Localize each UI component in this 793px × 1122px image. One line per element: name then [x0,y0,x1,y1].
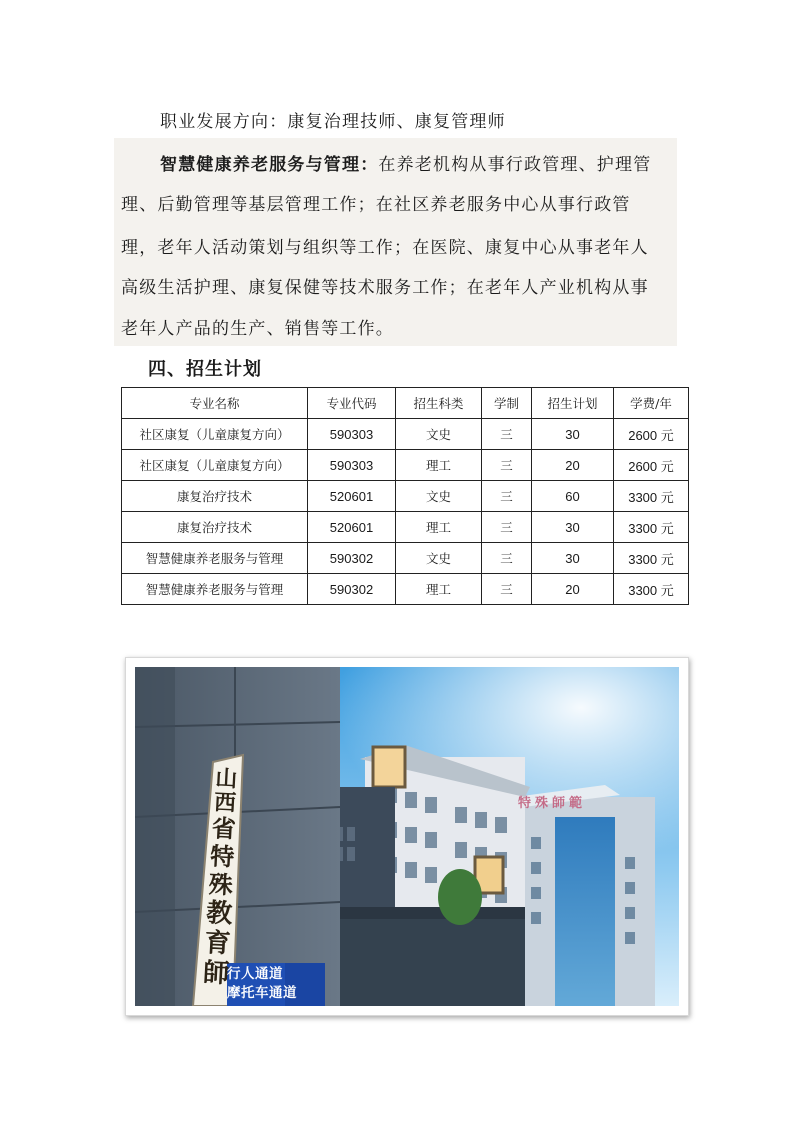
cell-quota: 20 [532,450,614,481]
header-subject-category: 招生科类 [396,388,482,419]
cell-subject-category: 文史 [396,419,482,450]
cell-duration: 三 [482,481,532,512]
vertical-sign-char: 山 [214,765,239,793]
cell-subject-category: 理工 [396,512,482,543]
table-row [122,481,689,512]
wisdom-paragraph-line-3: 理，老年人活动策划与组织等工作；在医院、康复中心从事老年人 [121,238,649,258]
header-duration: 学制 [482,388,532,419]
cell-duration: 三 [482,543,532,574]
cell-subject-category: 文史 [396,543,482,574]
cell-major-code: 520601 [308,512,396,543]
header-major-code: 专业代码 [308,388,396,419]
cell-major-name: 智慧健康养老服务与管理 [122,543,308,574]
table-row [122,419,689,450]
cell-tuition: 3300 元 [614,512,689,543]
vertical-sign-char: 育 [203,928,232,960]
cell-duration: 三 [482,419,532,450]
cell-subject-category: 理工 [396,574,482,605]
cell-major-code: 520601 [308,481,396,512]
cell-major-code: 590302 [308,543,396,574]
career-direction-line: 职业发展方向：康复治理技师、康复管理师 [160,112,506,132]
table-row [122,450,689,481]
wisdom-paragraph-line-5: 老年人产品的生产、销售等工作。 [121,319,394,339]
cell-major-name: 康复治疗技术 [122,481,308,512]
wisdom-paragraph-line-1 [160,150,651,175]
vertical-sign-char: 西 [213,789,237,817]
cell-quota: 30 [532,419,614,450]
street-sign [223,965,315,1005]
table-row [122,543,689,574]
cell-duration: 三 [482,450,532,481]
table-row [122,512,689,543]
vertical-sign-char: 教 [205,898,234,930]
cell-major-name: 康复治疗技术 [122,512,308,543]
cell-tuition: 2600 元 [614,419,689,450]
cell-quota: 30 [532,543,614,574]
section-title: 四、招生计划 [148,359,262,380]
cell-duration: 三 [482,512,532,543]
cell-quota: 30 [532,512,614,543]
cell-tuition: 3300 元 [614,543,689,574]
cell-duration: 三 [482,574,532,605]
cell-major-code: 590302 [308,574,396,605]
cell-quota: 20 [532,574,614,605]
wisdom-paragraph-line-4: 高级生活护理、康复保健等技术服务工作；在老年人产业机构从事 [121,278,649,298]
header-quota: 招生计划 [532,388,614,419]
wisdom-paragraph-line-2: 理、后勤管理等基层管理工作；在社区养老服务中心从事行政管 [121,195,631,215]
street-sign-line-2: 摩托车通道 [227,985,297,1001]
vertical-sign-char: 省 [211,813,237,844]
cell-tuition: 2600 元 [614,450,689,481]
table-header-row [122,388,689,419]
table-row [122,574,689,605]
cell-tuition: 3300 元 [614,481,689,512]
vertical-sign-char: 殊 [208,869,234,900]
street-sign-line-1: 行人通道 [227,966,283,982]
building-rooftop-sign: 特殊師範 [518,796,587,811]
cell-subject-category: 理工 [396,450,482,481]
wisdom-heading: 智慧健康养老服务与管理： [160,155,379,175]
cell-subject-category: 文史 [396,481,482,512]
cell-major-name: 社区康复（儿童康复方向） [122,450,308,481]
cell-major-name: 社区康复（儿童康复方向） [122,419,308,450]
cell-major-code: 590303 [308,419,396,450]
cell-major-code: 590303 [308,450,396,481]
vertical-sign-char: 特 [209,841,236,872]
cell-major-name: 智慧健康养老服务与管理 [122,574,308,605]
enrollment-plan-table [121,387,689,605]
vertical-sign-char: 師 [202,958,230,990]
wisdom-line1-text: 在养老机构从事行政管理、护理管 [378,155,652,175]
cell-quota: 60 [532,481,614,512]
header-major-name: 专业名称 [122,388,308,419]
header-tuition: 学费/年 [614,388,689,419]
cell-tuition: 3300 元 [614,574,689,605]
